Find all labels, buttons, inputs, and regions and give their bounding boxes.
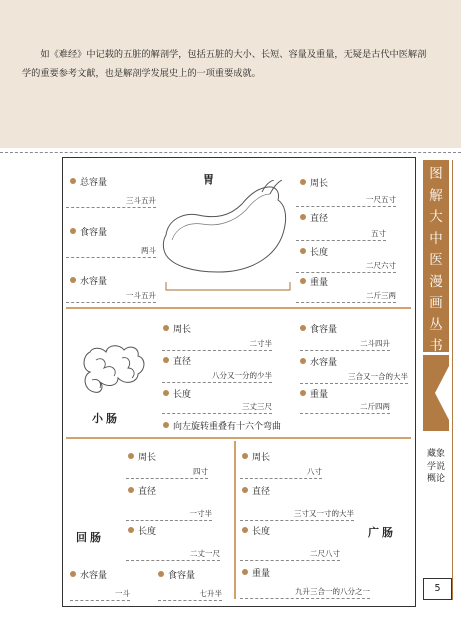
- stomach-title: 胃: [203, 173, 217, 186]
- small-intestine-circumference: 周长: [163, 322, 191, 335]
- small-intestine-food-capacity-value: 二斗四升: [300, 338, 390, 351]
- huichang-length: 长度: [128, 524, 156, 537]
- guangchang-length: 长度: [242, 524, 270, 537]
- small-intestine-weight-value: 二斤四两: [300, 401, 390, 414]
- small-intestine-weight: 重量: [300, 387, 328, 400]
- guangchang-circumference-value: 八寸: [240, 466, 322, 479]
- small-intestine-circumference-value: 二寸半: [162, 338, 272, 351]
- small-intestine-title: 小肠: [92, 412, 120, 425]
- small-intestine-note: 向左旋转重叠有十六个弯曲: [163, 419, 281, 432]
- guangchang-title: 广肠: [368, 526, 396, 539]
- huichang-title: 回肠: [76, 531, 104, 544]
- huichang-food-capacity: 食容量: [158, 568, 195, 581]
- small-intestine-diameter-value: 八分又一分的少半: [162, 370, 272, 383]
- series-title: 图解大中医漫画丛书: [429, 166, 443, 354]
- page-number: 5: [423, 578, 452, 600]
- small-intestine-food-capacity: 食容量: [300, 322, 337, 335]
- cut-line: [0, 152, 461, 153]
- stomach-total-capacity: 总容量: [70, 175, 107, 188]
- huichang-water-capacity: 水容量: [70, 568, 107, 581]
- small-intestine-length-value: 三丈三尺: [162, 401, 272, 414]
- section-label: 藏象学说概论: [426, 449, 445, 484]
- stomach-circumference-value: 一尺五寸: [296, 194, 396, 207]
- divider: [66, 437, 411, 439]
- huichang-diameter-value: 一寸半: [126, 508, 212, 521]
- stomach-length-value: 二尺六寸: [296, 260, 396, 273]
- intro-paragraph: 如《难经》中记载的五脏的解剖学，包括五脏的大小、长短、容量及重量，无疑是古代中医解剖学的重要参考文献，也是解剖学发展史上的一项重要成就。: [22, 49, 427, 79]
- guangchang-diameter-value: 三寸又一寸的大半: [240, 508, 354, 521]
- stomach-length: 长度: [300, 245, 328, 258]
- huichang-circumference-value: 四寸: [126, 466, 208, 479]
- divider: [66, 307, 411, 309]
- guangchang-length-value: 二尺八寸: [240, 548, 340, 561]
- huichang-food-capacity-value: 七升半: [158, 588, 222, 601]
- huichang-water-capacity-value: 一斗: [70, 588, 130, 601]
- stomach-water-capacity-value: 一斗五升: [66, 290, 156, 303]
- chevron-left-icon: [435, 366, 449, 420]
- huichang-circumference: 周长: [128, 450, 156, 463]
- stomach-food-capacity: 食容量: [70, 225, 107, 238]
- stomach-food-capacity-value: 两斗: [66, 245, 156, 258]
- huichang-length-value: 二丈一尺: [126, 548, 220, 561]
- stomach-water-capacity: 水容量: [70, 274, 107, 287]
- divider: [234, 441, 236, 599]
- huichang-diameter: 直径: [128, 484, 156, 497]
- small-intestine-length: 长度: [163, 387, 191, 400]
- guangchang-diameter: 直径: [242, 484, 270, 497]
- small-intestine-illustration: [82, 342, 152, 402]
- small-intestine-water-capacity: 水容量: [300, 355, 337, 368]
- side-rule: [452, 160, 460, 600]
- stomach-circumference: 周长: [300, 176, 328, 189]
- stomach-weight-value: 二斤三两: [296, 290, 396, 303]
- stomach-diameter: 直径: [300, 211, 328, 224]
- guangchang-weight: 重量: [242, 566, 270, 579]
- stomach-illustration: [158, 180, 298, 295]
- small-intestine-diameter: 直径: [163, 354, 191, 367]
- small-intestine-water-capacity-value: 三合又一合的大半: [300, 371, 408, 384]
- stomach-total-capacity-value: 三斗五升: [66, 195, 156, 208]
- stomach-weight: 重量: [300, 275, 328, 288]
- guangchang-weight-value: 九升三合一的八分之一: [240, 586, 370, 599]
- guangchang-circumference: 周长: [242, 450, 270, 463]
- stomach-diameter-value: 五寸: [296, 228, 386, 241]
